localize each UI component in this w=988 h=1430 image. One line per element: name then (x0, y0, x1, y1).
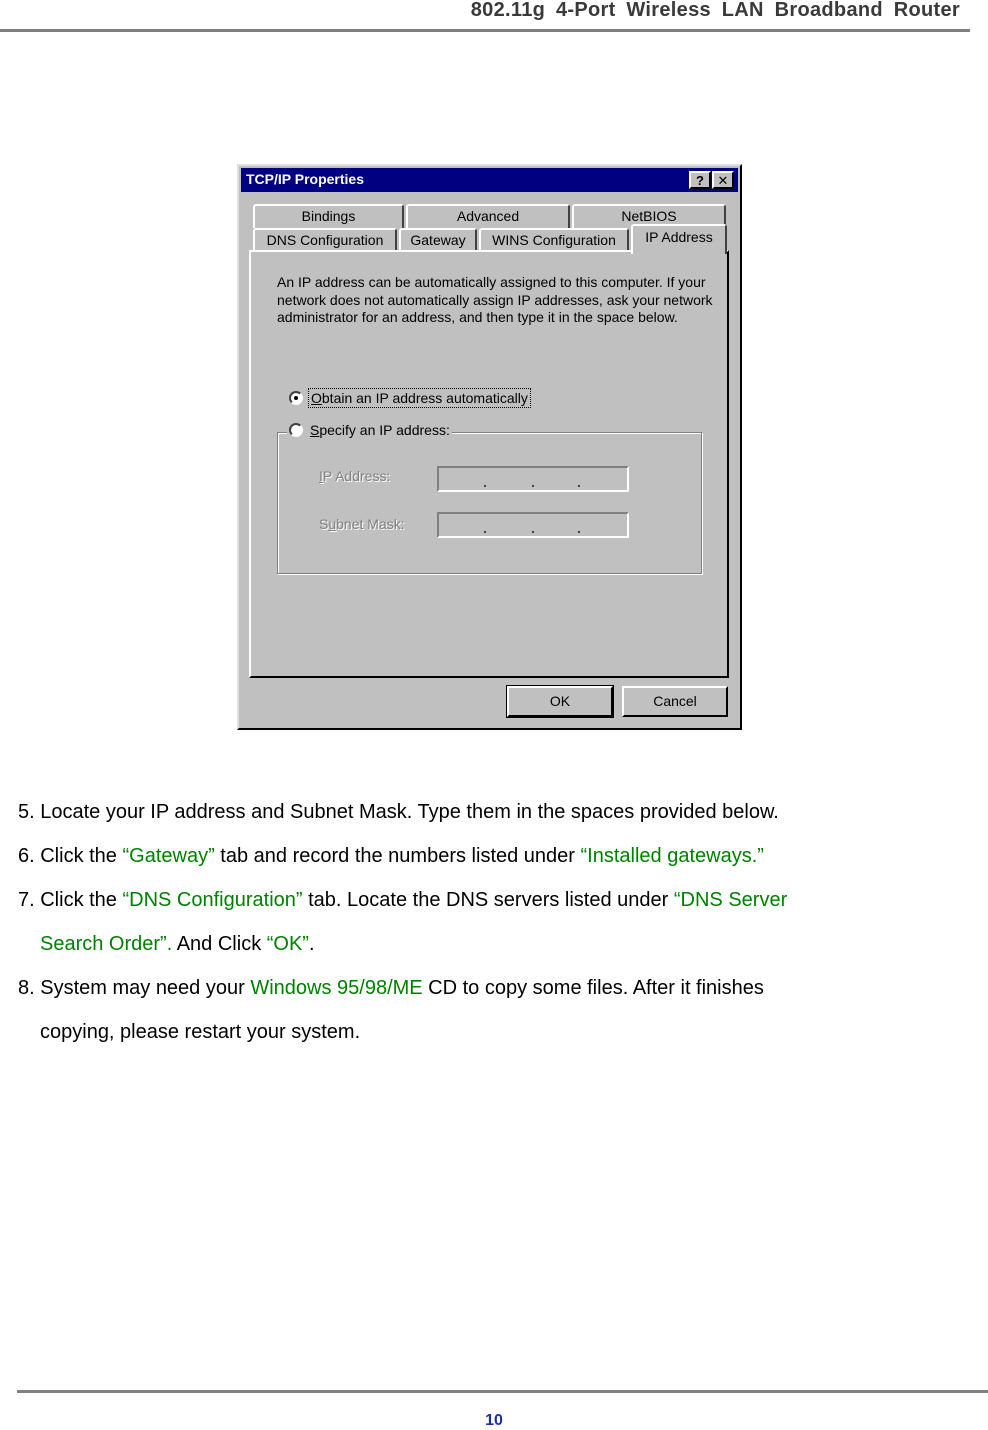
radio-button-unchecked[interactable] (289, 423, 303, 437)
step-7: 7. Click the “DNS Configuration” tab. Locate the DNS servers listed under “DNS Server (18, 889, 788, 911)
dialog-titlebar (241, 168, 738, 192)
close-icon[interactable]: ✕ (712, 171, 734, 189)
tab-ip-address[interactable]: IP Address (631, 224, 727, 254)
radio-specify-ip[interactable] (287, 420, 452, 440)
step-6: 6. Click the “Gateway” tab and record the numbers listed under “Installed gateways.” (18, 845, 764, 867)
radio-obtain-automatically[interactable] (289, 388, 529, 408)
tab-bindings[interactable]: Bindings (253, 204, 404, 228)
ip-address-panel (249, 250, 729, 678)
specify-ip-group (277, 432, 702, 574)
step-5: 5. Locate your IP address and Subnet Mask. Type them in the spaces provided below. (18, 801, 779, 823)
ip-address-input[interactable]: . . . (437, 466, 629, 492)
tab-gateway[interactable]: Gateway (399, 228, 477, 252)
ip-address-label: IP Address: (319, 468, 391, 484)
tab-dns-configuration[interactable]: DNS Configuration (253, 228, 397, 252)
panel-description: An IP address can be automatically assigned to this computer. If your network does not automatically assign IP addresses, ask your network administrator for an address, and then type it in the space below. (277, 274, 713, 325)
dialog-title: TCP/IP Properties (246, 171, 365, 187)
subnet-mask-label: Subnet Mask: (319, 516, 405, 532)
subnet-mask-input[interactable]: . . . (437, 512, 629, 538)
header-title: 802.11g 4-Port Wireless LAN Broadband Router (470, 0, 960, 21)
tab-advanced[interactable]: Advanced (406, 204, 570, 228)
step-7-continued: Search Order”. And Click “OK”. (40, 933, 315, 955)
tab-netbios[interactable]: NetBIOS (572, 204, 726, 228)
help-icon[interactable]: ? (689, 171, 711, 189)
radio-specify-label: Specify an IP address: (310, 422, 450, 438)
footer-divider (17, 1390, 988, 1393)
cancel-button[interactable]: Cancel (622, 686, 728, 717)
tcpip-properties-dialog (237, 164, 742, 730)
ok-button[interactable]: OK (507, 686, 613, 717)
radio-button-checked[interactable] (289, 391, 303, 405)
page-header (0, 0, 970, 32)
step-8: 8. System may need your Windows 95/98/ME CD to copy some files. After it finishes (18, 977, 764, 999)
radio-obtain-label: Obtain an IP address automatically (311, 390, 528, 406)
page-number: 10 (485, 1412, 503, 1429)
step-8-continued: copying, please restart your system. (40, 1021, 361, 1043)
instruction-list (18, 790, 948, 1054)
tab-wins-configuration[interactable]: WINS Configuration (479, 228, 629, 252)
